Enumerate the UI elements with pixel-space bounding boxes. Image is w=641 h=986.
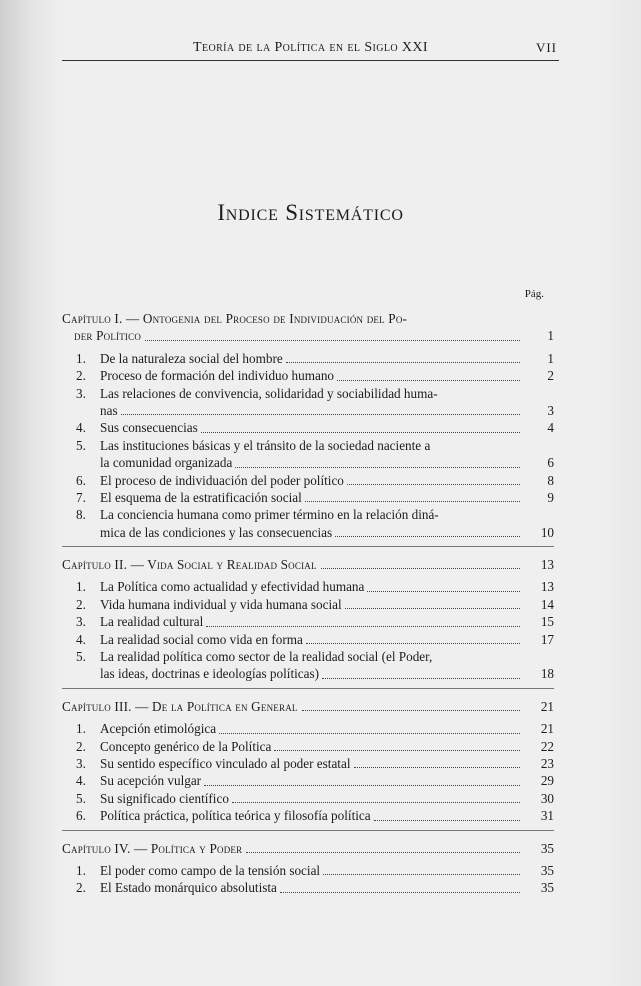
dot-leader: [374, 820, 520, 821]
dot-leader: [322, 678, 520, 679]
entry-number: 6.: [76, 472, 86, 488]
dot-leader: [367, 591, 520, 592]
table-of-contents: [62, 310, 554, 897]
toc-entry-line: [62, 472, 554, 489]
entry-page-number: 9: [547, 489, 554, 505]
entry-text: La Política como actualidad y efectividad humana: [100, 579, 365, 595]
entry-text: De la naturaleza social del hombre: [100, 350, 283, 366]
entry-number: 4.: [76, 631, 86, 647]
toc-entry-line: [62, 738, 554, 755]
entry-text: Las relaciones de convivencia, solidaridad y sociabilidad huma-: [100, 385, 438, 401]
toc-entry-line: [62, 578, 554, 595]
dot-leader: [246, 852, 520, 853]
entry-page-number: 4: [547, 420, 554, 436]
toc-entry-line: [62, 437, 554, 454]
entry-page-number: 21: [540, 721, 554, 737]
entry-number: 5.: [76, 437, 86, 453]
toc-entry-line: [62, 772, 554, 789]
toc-entry-line: [62, 665, 554, 682]
entry-page-number: 3: [547, 402, 554, 418]
entry-text: La realidad política como sector de la realidad social (el Poder,: [100, 649, 433, 665]
chapter-page-number: 35: [540, 840, 554, 856]
entry-page-number: 23: [540, 755, 554, 771]
toc-entry-line: [62, 720, 554, 737]
dot-leader: [274, 750, 520, 751]
chapter-page-number: 13: [540, 557, 554, 573]
entry-page-number: 17: [540, 631, 554, 647]
entry-text: Su acepción vulgar: [100, 773, 202, 789]
toc-entry-line: [62, 350, 554, 367]
toc-entry-line: [62, 385, 554, 402]
dot-leader: [345, 608, 520, 609]
entry-number: 2.: [76, 368, 86, 384]
toc-entry-line: [62, 631, 554, 648]
toc-entry-line: [62, 613, 554, 630]
entry-text: El Estado monárquico absolutista: [100, 880, 277, 896]
chapter-title-line: [62, 310, 554, 327]
entry-text: Política práctica, política teórica y filosofía política: [100, 808, 371, 824]
entry-number: 3.: [76, 755, 86, 771]
toc-entry-line: [62, 755, 554, 772]
entry-text: La realidad social como vida en forma: [100, 631, 303, 647]
chapter-title-line: [62, 698, 554, 715]
chapter-title-text: Capítulo IV. — Política y Poder: [62, 840, 243, 856]
chapter-title-line: [62, 556, 554, 573]
entry-text: Sus consecuencias: [100, 420, 198, 436]
entry-text: La conciencia humana como primer término en la relación diná-: [100, 507, 439, 523]
chapter-page-number: 1: [547, 328, 554, 344]
entry-text: El poder como campo de la tensión social: [100, 862, 321, 878]
dot-leader: [204, 785, 520, 786]
entry-text: la comunidad organizada: [100, 455, 233, 471]
entry-text: nas: [100, 402, 118, 418]
entry-page-number: 29: [540, 773, 554, 789]
entry-text: La realidad cultural: [100, 614, 204, 630]
running-title: Teoría de la Política en el Siglo XXI: [193, 40, 428, 55]
dot-leader: [235, 467, 520, 468]
entry-page-number: 2: [547, 368, 554, 384]
entry-text: Acepción etimológica: [100, 721, 217, 737]
entry-page-number: 6: [547, 455, 554, 471]
entry-number: 1.: [76, 721, 86, 737]
dot-leader: [335, 536, 520, 537]
entry-number: 6.: [76, 808, 86, 824]
dot-leader: [232, 802, 520, 803]
entry-number: 1.: [76, 862, 86, 878]
entry-text: El proceso de individuación del poder político: [100, 472, 344, 488]
entry-number: 2.: [76, 738, 86, 754]
dot-leader: [145, 340, 520, 341]
toc-entry-line: [62, 879, 554, 896]
toc-entry-line: [62, 367, 554, 384]
toc-entry-line: [62, 524, 554, 541]
entry-page-number: 1: [547, 350, 554, 366]
entry-page-number: 13: [540, 579, 554, 595]
entry-number: 4.: [76, 773, 86, 789]
toc-entry-line: [62, 862, 554, 879]
entry-number: 5.: [76, 649, 86, 665]
entry-number: 5.: [76, 790, 86, 806]
running-header: [62, 38, 559, 61]
dot-leader: [306, 643, 520, 644]
dot-leader: [337, 380, 520, 381]
dot-leader: [286, 362, 520, 363]
entry-text: mica de las condiciones y las consecuencias: [100, 524, 333, 540]
dot-leader: [323, 874, 520, 875]
entry-text: Su significado científico: [100, 790, 229, 806]
toc-entry-line: [62, 454, 554, 471]
entry-number: 1.: [76, 579, 86, 595]
page-folio: VII: [535, 40, 557, 55]
entry-text: Vida humana individual y vida humana social: [100, 596, 342, 612]
entry-number: 3.: [76, 385, 86, 401]
dot-leader: [305, 501, 520, 502]
toc-entry-line: [62, 506, 554, 523]
toc-entry-line: [62, 419, 554, 436]
entry-page-number: 22: [540, 738, 554, 754]
entry-text: Proceso de formación del individuo humano: [100, 368, 335, 384]
entry-page-number: 31: [540, 808, 554, 824]
chapter-title-text: Capítulo III. — De la Política en General: [62, 698, 298, 714]
chapter-title-text: Capítulo II. — Vida Social y Realidad Social: [62, 557, 317, 573]
page-column-label: Pág.: [524, 288, 544, 300]
toc-entry-line: [62, 596, 554, 613]
chapter-title-text: der Político: [74, 328, 142, 344]
dot-leader: [201, 432, 520, 433]
entry-text: Concepto genérico de la Política: [100, 738, 272, 754]
entry-number: 8.: [76, 507, 86, 523]
entry-number: 1.: [76, 350, 86, 366]
entry-page-number: 30: [540, 790, 554, 806]
entry-page-number: 14: [540, 596, 554, 612]
entry-page-number: 10: [540, 524, 554, 540]
dot-leader: [219, 733, 520, 734]
entry-number: 7.: [76, 489, 86, 505]
entry-number: 2.: [76, 880, 86, 896]
dot-leader: [206, 626, 520, 627]
entry-text: Su sentido específico vinculado al poder estatal: [100, 755, 351, 771]
chapter-title-text: Capítulo I. — Ontogenia del Proceso de Individuación del Po-: [62, 311, 408, 326]
dot-leader: [321, 568, 520, 569]
entry-text: Las instituciones básicas y el tránsito de la sociedad naciente a: [100, 437, 431, 453]
dot-leader: [280, 892, 520, 893]
entry-number: 3.: [76, 614, 86, 630]
dot-leader: [302, 710, 520, 711]
toc-entry-line: [62, 648, 554, 665]
entry-number: 2.: [76, 596, 86, 612]
dot-leader: [347, 484, 520, 485]
entry-page-number: 15: [540, 614, 554, 630]
chapter-page-number: 21: [540, 698, 554, 714]
entry-page-number: 8: [547, 472, 554, 488]
dot-leader: [121, 414, 520, 415]
toc-entry-line: [62, 402, 554, 419]
dot-leader: [354, 767, 521, 768]
chapter-title-line: [62, 327, 554, 344]
chapter-title-line: [62, 840, 554, 857]
entry-page-number: 18: [540, 666, 554, 682]
toc-entry-line: [62, 807, 554, 824]
entry-page-number: 35: [540, 880, 554, 896]
toc-heading: Indice Sistemático: [217, 200, 404, 225]
entry-text: las ideas, doctrinas e ideologías políticas): [100, 666, 319, 682]
entry-number: 4.: [76, 420, 86, 436]
toc-entry-line: [62, 790, 554, 807]
entry-page-number: 35: [540, 862, 554, 878]
toc-entry-line: [62, 489, 554, 506]
entry-text: El esquema de la estratificación social: [100, 489, 302, 505]
